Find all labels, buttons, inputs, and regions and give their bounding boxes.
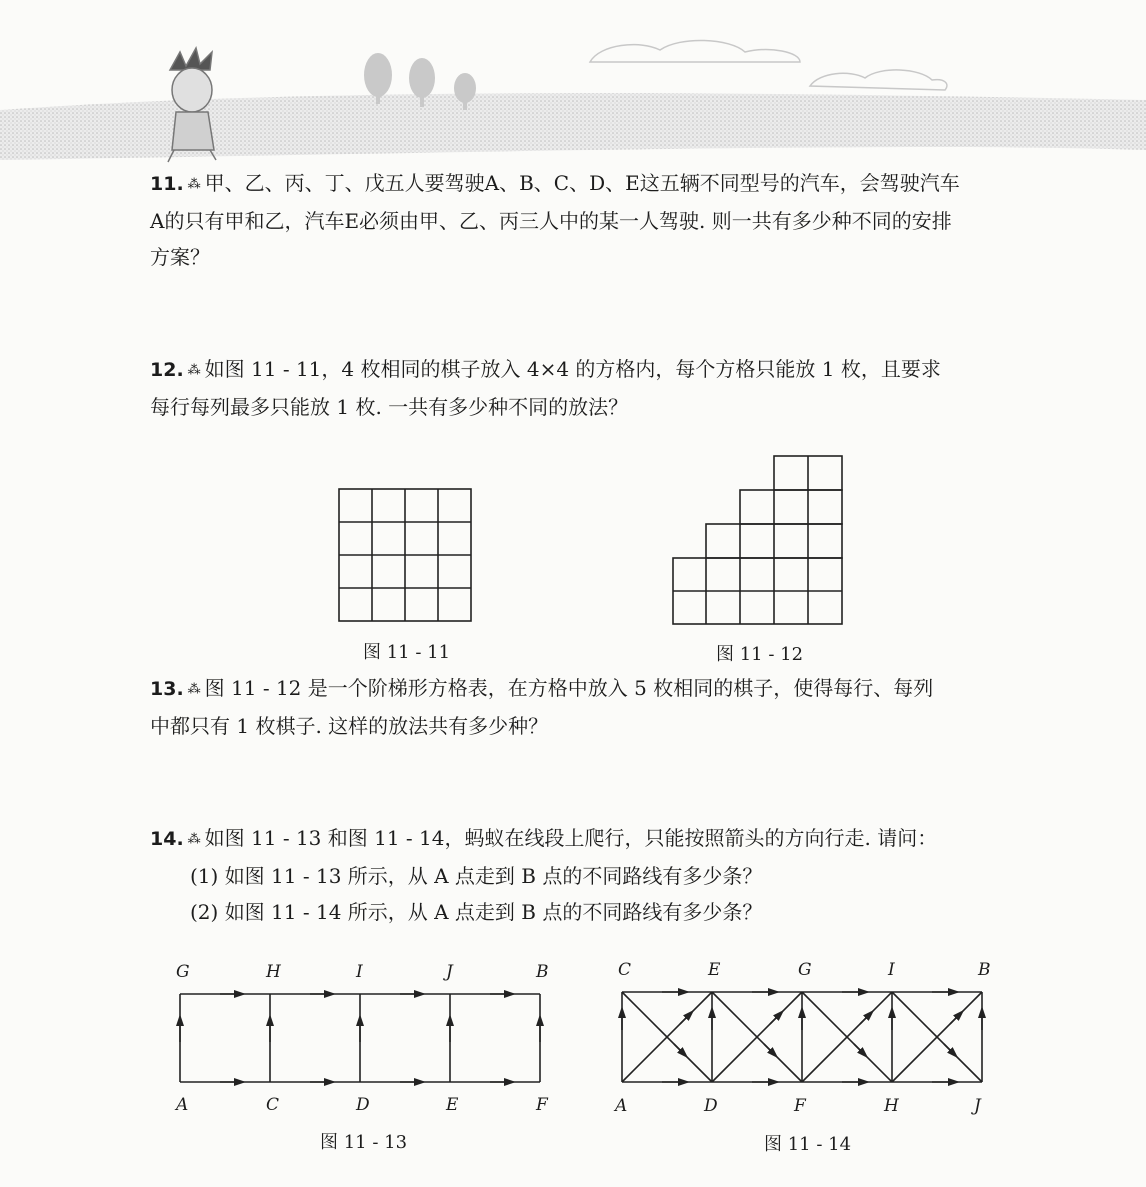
point-label: H [266, 962, 281, 982]
difficulty-stars-icon: ⁂ [187, 682, 199, 697]
figure-11-13-path-diagram [170, 982, 550, 1092]
figure-caption: 图 11 - 11 [363, 642, 451, 663]
figure-11-12-staircase [670, 452, 845, 627]
point-label: H [884, 1096, 899, 1116]
cloud-decoration [590, 40, 947, 90]
sub-question-1: (1) 如图 11 - 13 所示，从 A 点走到 B 点的不同路线有多少条？ [190, 864, 763, 888]
header-banner [0, 0, 1146, 170]
question-text-line: 如图 11 - 11，4 枚相同的棋子放入 4×4 的方格内，每个方格只能放 1 枚，且要求 [204, 357, 941, 381]
difficulty-stars-icon: ⁂ [187, 832, 199, 847]
question-text-line: 甲、乙、丙、丁、戊五人要驾驶A、B、C、D、E这五辆不同型号的汽车，会驾驶汽车 [204, 171, 960, 195]
point-label: A [615, 1096, 628, 1116]
point-label: F [536, 1095, 548, 1115]
question-text-line: 每行每列最多只能放 1 枚. 一共有多少种不同的放法？ [150, 395, 629, 419]
point-label: J [446, 962, 453, 982]
point-label: B [536, 962, 549, 982]
point-label: A [176, 1095, 189, 1115]
figure-caption: 图 11 - 14 [764, 1134, 852, 1155]
point-label: G [176, 962, 190, 982]
point-label: J [974, 1096, 981, 1116]
question-text-line: 方案？ [150, 245, 210, 269]
point-label: B [978, 960, 991, 980]
point-label: E [708, 960, 721, 980]
point-label: D [704, 1096, 718, 1116]
question-11 [150, 165, 1035, 275]
difficulty-stars-icon: ⁂ [187, 177, 199, 192]
question-text-line: A的只有甲和乙，汽车E必须由甲、乙、丙三人中的某一人驾驶. 则一共有多少种不同的安排 [150, 209, 952, 233]
point-label: F [794, 1096, 806, 1116]
question-text-line: 如图 11 - 13 和图 11 - 14，蚂蚁在线段上爬行，只能按照箭头的方向行走. 请问： [204, 826, 938, 850]
question-14 [150, 820, 1035, 930]
figure-caption: 图 11 - 12 [716, 644, 804, 665]
question-13 [150, 670, 1035, 744]
figure-caption: 图 11 - 13 [320, 1132, 408, 1153]
question-number: 12. [150, 359, 184, 381]
question-text-line: 图 11 - 12 是一个阶梯形方格表，在方格中放入 5 枚相同的棋子，使得每行、每列 [204, 676, 934, 700]
question-number: 13. [150, 678, 184, 700]
point-label: I [356, 962, 363, 982]
question-number: 11. [150, 173, 184, 195]
figure-11-14-path-diagram [612, 982, 992, 1092]
point-label: D [356, 1095, 370, 1115]
sub-question-2: (2) 如图 11 - 14 所示，从 A 点走到 B 点的不同路线有多少条？ [190, 900, 763, 924]
point-label: E [446, 1095, 459, 1115]
question-text-line: 中都只有 1 枚棋子. 这样的放法共有多少种？ [150, 714, 549, 738]
point-label: I [888, 960, 895, 980]
question-number: 14. [150, 828, 184, 850]
point-label: G [798, 960, 812, 980]
difficulty-stars-icon: ⁂ [187, 363, 199, 378]
question-12 [150, 351, 1035, 425]
figure-11-11-grid [336, 486, 476, 626]
point-label: C [266, 1095, 280, 1115]
point-label: C [618, 960, 632, 980]
